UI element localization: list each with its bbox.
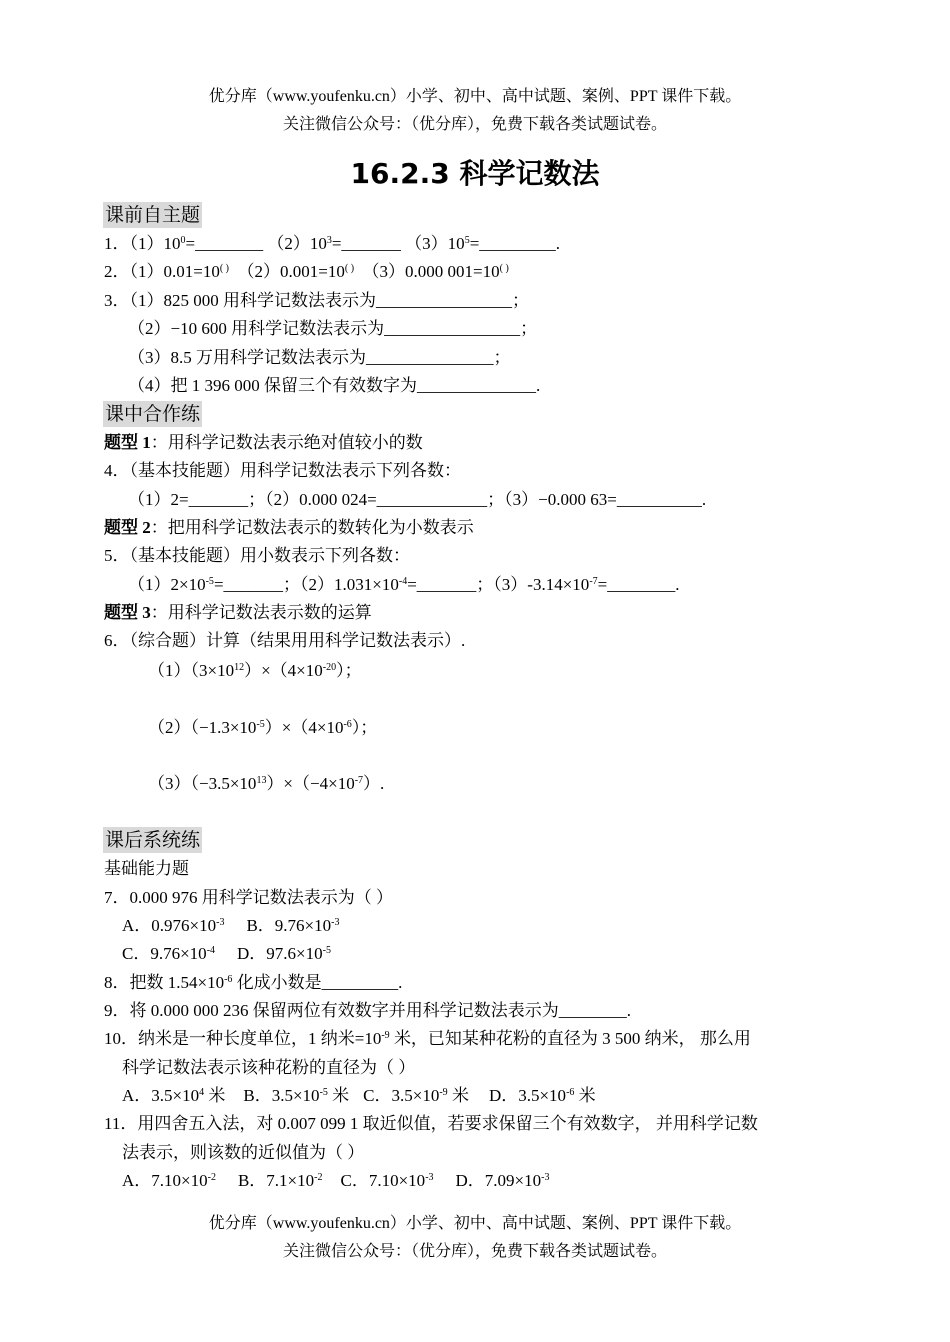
header-line-2: 关注微信公众号：（优分库），免费下载各类试题试卷。 [282,116,667,133]
question-4-parts: （1）2=_______；（2）0.000 024=_____________；（3）−0.000 63=__________. [128,490,707,509]
question-7-stem: 7．0.000 976 用科学记数法表示为（ ） [104,888,393,907]
question-5-stem: 5．（基本技能题）用小数表示下列各数： [104,546,410,565]
question-10-line-1: 10．纳米是一种长度单位，1 纳米$=10^{-9}$ 米，已知某种花粉的直径为 3 500 纳米， 那么用 [104,1029,751,1048]
question-6-part-3: $(3)(-3.5\times 10^{13})\times(-4\times 10^{-7})$. [148,774,385,793]
question-9: 9．将 0.000 000 236 保留两位有效数字并用科学记数法表示为________. [104,1001,631,1020]
question-3-part-1: 3．（1）825 000 用科学记数法表示为________________； [104,291,529,310]
question-7-options-ab: A．$0.976\times 10^{-3}$ B．$9.76\times 10^{-3}$ [122,916,340,935]
basic-ability-heading: 基础能力题 [104,859,189,878]
header-line-1: 优分库（www.youfenku.cn）小学、初中、高中试题、案例、PPT 课件下载。 [208,88,742,105]
section-pre-class: 课前自主题 [105,204,201,226]
question-7-options-cd: C．$9.76\times 10^{-4}$ D．$97.6\times 10^{-5}$ [122,944,331,963]
footer-line-1: 优分库（www.youfenku.cn）小学、初中、高中试题、案例、PPT 课件下载。 [208,1215,742,1232]
question-11-options: A．$7.10\times 10^{-2}$ B．$7.1\times 10^{-2}$ C．$7.10\times 10^{-3}$ D．$7.09\times 10^{-3}$ [122,1171,550,1190]
question-10-options: A．$3.5\times 10^4$ 米 B．$3.5\times 10^{-5}$ 米 C．$3.5\times 10^{-9}$ 米 D．$3.5\times 10^{-6}$ 米 [122,1086,596,1105]
question-3-part-3: （3）8.5 万用科学记数法表示为_______________； [128,348,511,367]
question-5-parts: $(1)2\times 10^{-5}=\_\_\_\_\_\_\_$；$(2)1.031\times 10^{-4}=\_\_\_\_\_\_\_$；$(3)-3.14\times 10^{-7}=\_\_\_\_\_\_\_\_$. [128,575,680,594]
question-6-part-2: $(2)(-1.3\times 10^{-5})\times(4\times 10^{-6})$； [148,718,378,737]
section-post-class: 课后系统练 [105,829,201,851]
page-title: 16.2.3 科学记数法 [350,157,600,190]
type-1-heading: 题型 1：用科学记数法表示绝对值较小的数 [104,433,423,452]
question-11-line-1: 11．用四舍五入法，对 0.007 099 1 取近似值，若要求保留三个有效数字， 并用科学记数 [104,1114,758,1133]
question-3-part-4: （4）把 1 396 000 保留三个有效数字为______________. [128,376,541,395]
question-6-stem: 6．（综合题）计算（结果用用科学记数法表示）. [104,631,466,650]
type-3-heading: 题型 3：用科学记数法表示数的运算 [104,603,372,622]
question-8: 8．把数 $1.54\times 10^{-6}$ 化成小数是_________. [104,973,403,992]
question-10-line-2: 科学记数法表示该种花粉的直径为（ ） [122,1058,416,1077]
section-in-class: 课中合作练 [105,403,201,425]
question-4-stem: 4．（基本技能题）用科学记数法表示下列各数： [104,461,461,480]
question-6-part-1: $(1)(3\times 10^{12})\times(4\times 10^{-20})$； [148,661,362,680]
question-1: 1．$(1)10^0=\_\_\_\_\_\_\_\_$ $(2)10^3=\_\_\_\_\_\_\_$ $(3)10^5=\_\_\_\_\_\_\_\_\_$. [104,234,561,253]
type-2-heading: 题型 2：把用科学记数法表示的数转化为小数表示 [104,518,474,537]
question-3-part-2: （2）−10 600 用科学记数法表示为________________； [128,319,538,338]
footer-line-2: 关注微信公众号：（优分库），免费下载各类试题试卷。 [282,1243,667,1260]
question-11-line-2: 法表示，则该数的近似值为（ ） [122,1143,365,1162]
question-2: 2．（1）0.01=10( ) （2）0.001=10( ) （3）0.000 001=10( ) [104,262,509,281]
